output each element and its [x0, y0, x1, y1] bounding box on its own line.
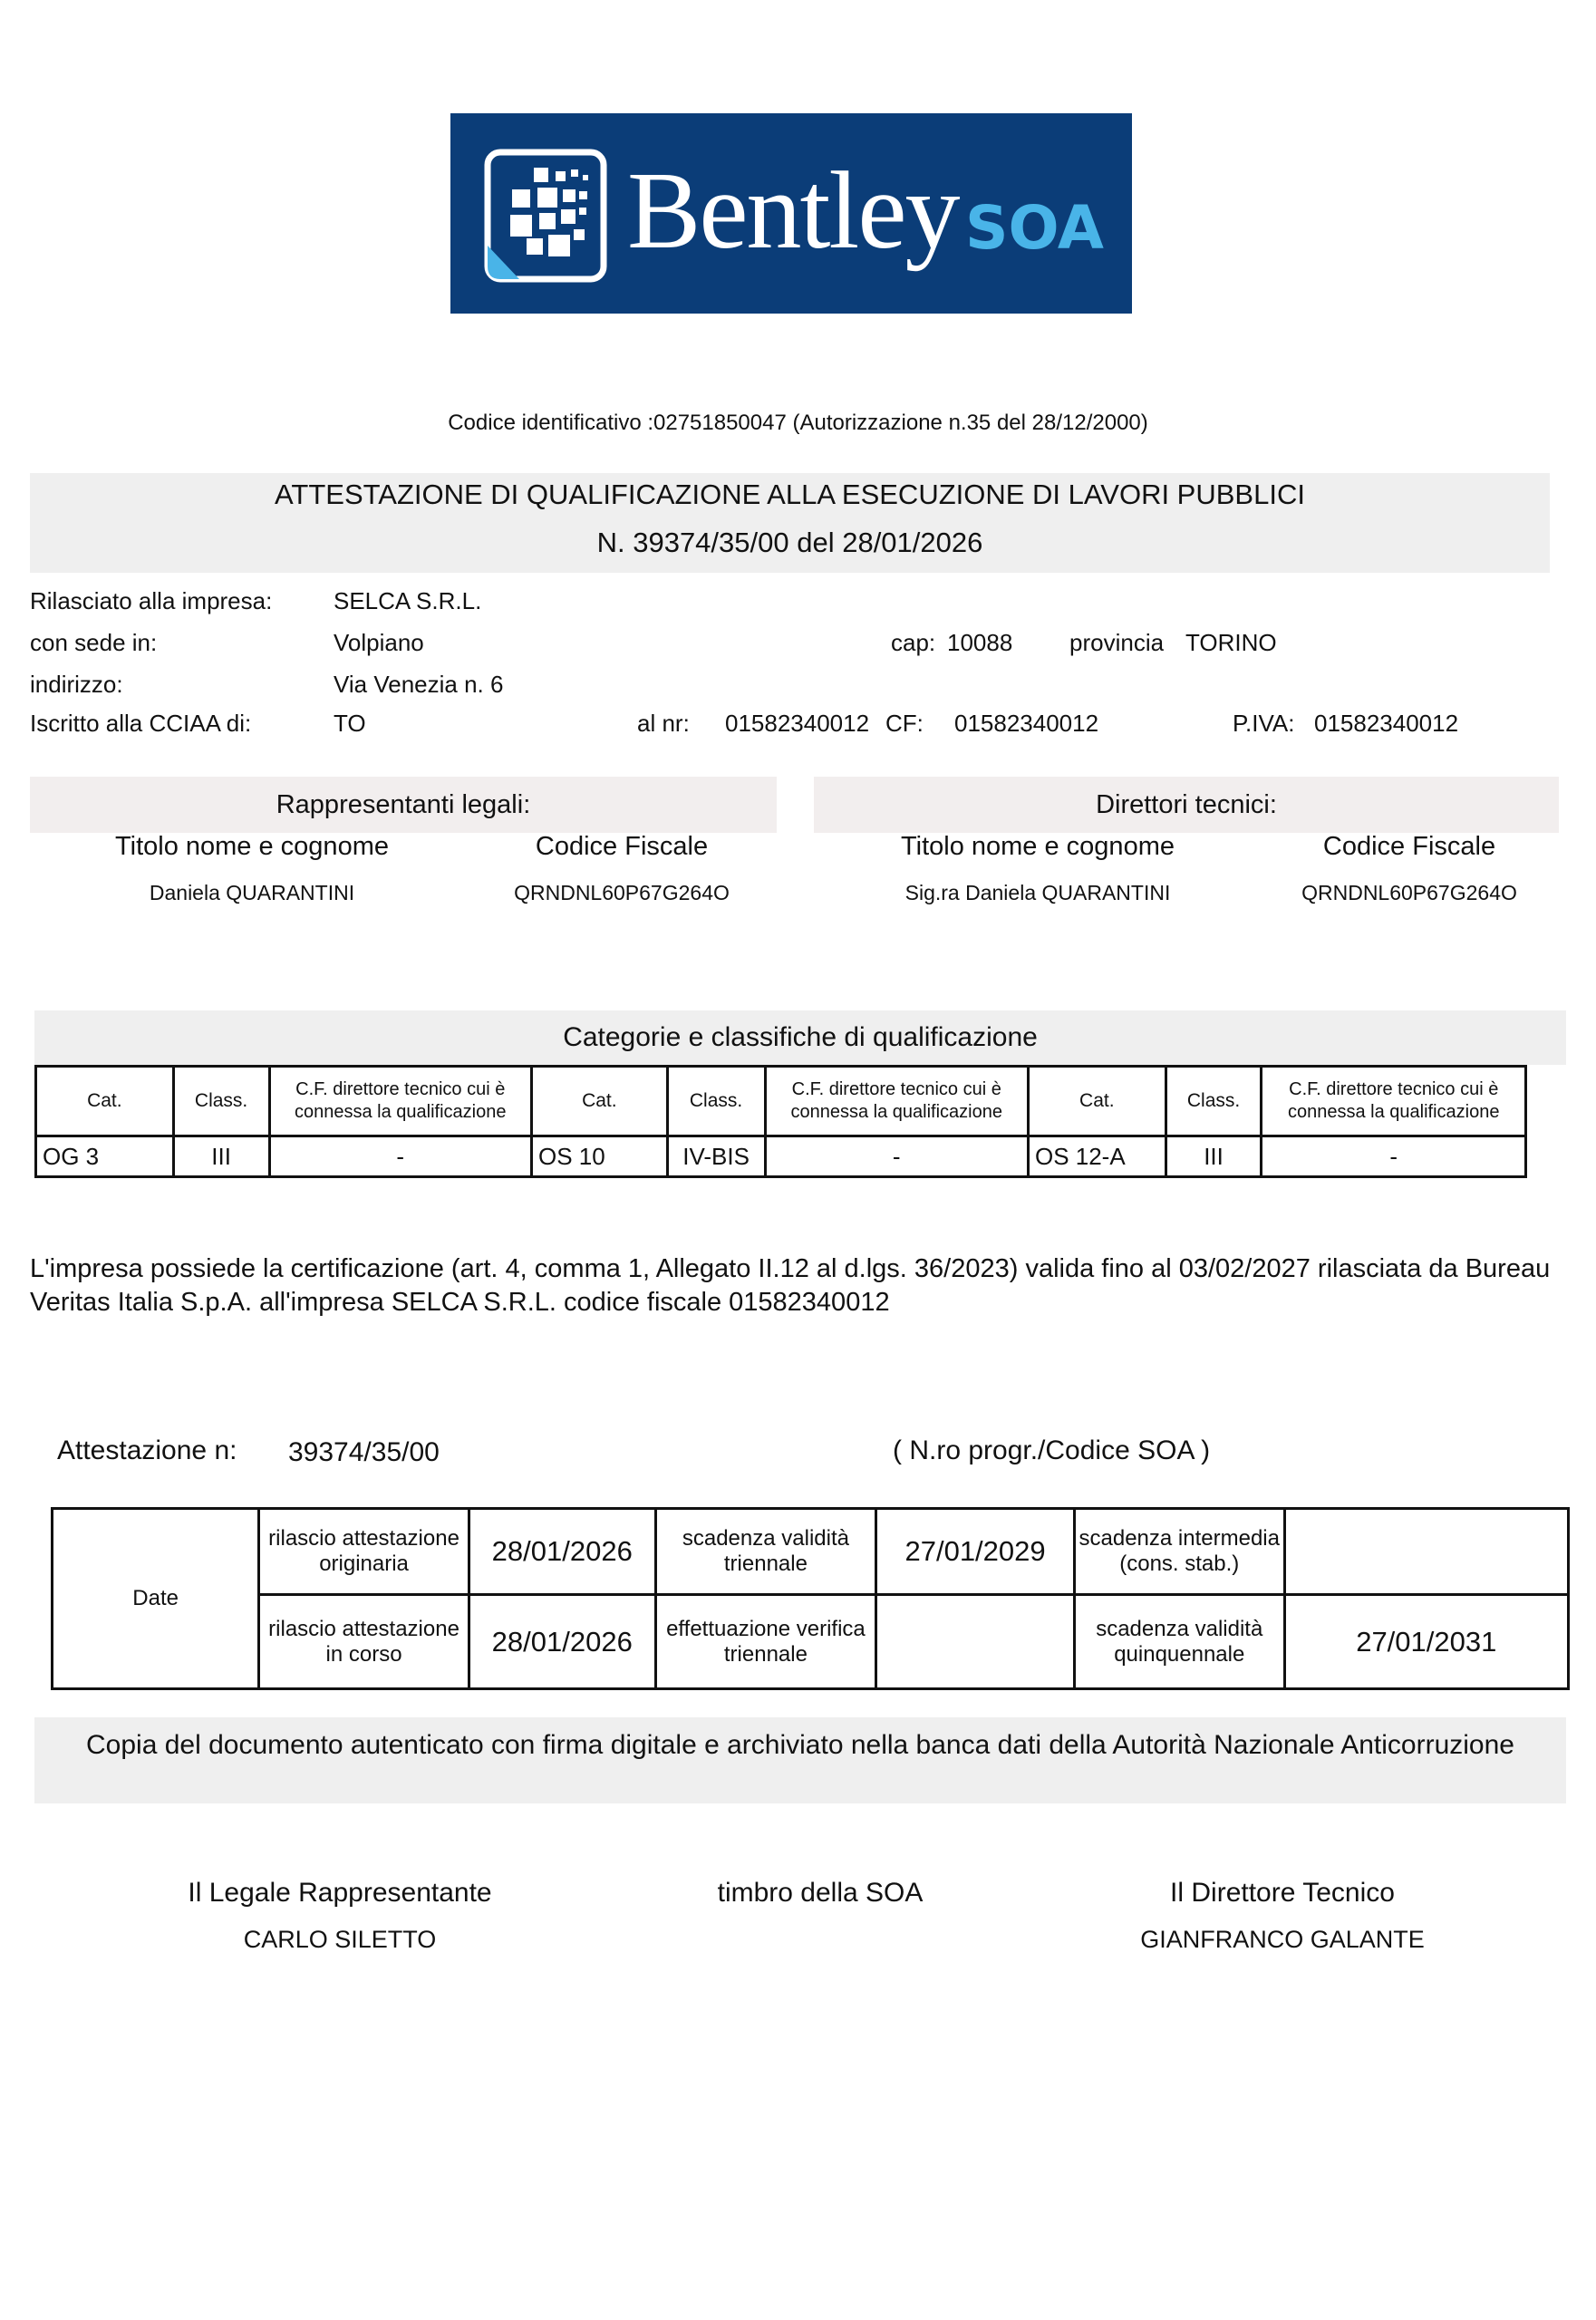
page-title: ATTESTAZIONE DI QUALIFICAZIONE ALLA ESECUZIONE DI LAVORI PUBBLICI [275, 478, 1305, 510]
triennial-check-date [876, 1595, 1075, 1689]
issue-original-date: 28/01/2026 [469, 1509, 655, 1595]
company-name: SELCA S.R.L. [334, 587, 482, 614]
sede-value: Volpiano [334, 629, 424, 656]
legal-rep-cf: QRNDNL60P67G264O [514, 881, 730, 904]
header-cf-director: C.F. direttore tecnico cui è connessa la qualificazione [765, 1067, 1028, 1136]
logo-mosaic-icon [483, 148, 608, 284]
soa-stamp-label: timbro della SOA [717, 1878, 924, 1908]
legal-reps-heading: Rappresentanti legali: [30, 777, 777, 833]
issue-original-label: rilascio attestazione originaria [259, 1509, 469, 1595]
triennial-expiry-label: scadenza validità triennale [655, 1509, 876, 1595]
tech-directors-heading: Direttori tecnici: [814, 777, 1559, 833]
indirizzo-label: indirizzo: [30, 671, 123, 698]
categories-heading: Categorie e classifiche di qualificazione [34, 1010, 1566, 1065]
indirizzo-value: Via Venezia n. 6 [334, 671, 504, 698]
header-cf-director: C.F. direttore tecnico cui è connessa la qualificazione [1262, 1067, 1526, 1136]
intermediate-expiry-date [1284, 1509, 1568, 1595]
class-cell: III [1166, 1136, 1262, 1177]
category-cell: OG 3 [36, 1136, 174, 1177]
attestation-number-title: N. 39374/35/00 del 28/01/2026 [596, 527, 983, 558]
nr-label: al nr: [637, 710, 690, 737]
legal-reps-col-name: Titolo nome e cognome [115, 832, 389, 861]
tech-director-cf: QRNDNL60P67G264O [1301, 881, 1517, 904]
sede-label: con sede in: [30, 629, 158, 656]
cf-director-cell: - [269, 1136, 531, 1177]
legal-rep-name: Daniela QUARANTINI [149, 881, 355, 904]
legal-rep-signature-title: Il Legale Rappresentante [188, 1878, 492, 1908]
header-class: Class. [667, 1067, 765, 1136]
logo-wordmark: Bentley [627, 150, 959, 272]
class-cell: IV-BIS [667, 1136, 765, 1177]
certification-text: L'impresa possiede la certificazione (art. 4, comma 1, Allegato II.12 al d.lgs. 36/2023) valida fino al 03/02/2027 rilasciata da Bureau Veritas Italia S.p.A. all'impresa SELCA S.R.L. codice fiscale 01582340012 [30, 1254, 1551, 1317]
cf-label: CF: [885, 710, 924, 737]
legal-reps-col-cf: Codice Fiscale [535, 832, 709, 861]
legal-rep-signature-name: CARLO SILETTO [243, 1926, 437, 1953]
attestation-value: 39374/35/00 [288, 1437, 440, 1467]
tech-directors-col-cf: Codice Fiscale [1322, 832, 1496, 861]
issue-current-date: 28/01/2026 [469, 1595, 655, 1689]
header-cat: Cat. [531, 1067, 667, 1136]
cciaa-label: Iscritto alla CCIAA di: [30, 710, 252, 737]
quinquennial-expiry-label: scadenza validità quinquennale [1074, 1595, 1284, 1689]
tech-directors-col-name: Titolo nome e cognome [901, 832, 1175, 861]
triennial-expiry-date: 27/01/2029 [876, 1509, 1075, 1595]
provincia-label: provincia [1069, 629, 1165, 656]
cap-value: 10088 [947, 629, 1013, 656]
director-signature-title: Il Direttore Tecnico [1170, 1878, 1395, 1908]
cciaa-value: TO [334, 710, 366, 737]
provincia-value: TORINO [1185, 629, 1277, 656]
piva-label: P.IVA: [1233, 710, 1295, 737]
copy-note: Copia del documento autenticato con firma digitale e archiviato nella banca dati della Autorità Nazionale Anticorruzione [34, 1717, 1566, 1803]
piva-value: 01582340012 [1314, 710, 1459, 737]
nr-value: 01582340012 [725, 710, 870, 737]
cf-director-cell: - [1262, 1136, 1526, 1177]
attestation-note: ( N.ro progr./Codice SOA ) [893, 1436, 1211, 1465]
class-cell: III [173, 1136, 269, 1177]
header-class: Class. [1166, 1067, 1262, 1136]
header-cf-director: C.F. direttore tecnico cui è connessa la qualificazione [269, 1067, 531, 1136]
tech-director-name: Sig.ra Daniela QUARANTINI [904, 881, 1171, 904]
category-cell: OS 10 [531, 1136, 667, 1177]
identification-code-line: Codice identificativo :02751850047 (Autorizzazione n.35 del 28/12/2000) [448, 411, 1148, 435]
categories-table [34, 1065, 1527, 1178]
cf-director-cell: - [765, 1136, 1028, 1177]
rilasciato-label: Rilasciato alla impresa: [30, 587, 273, 614]
issue-current-label: rilascio attestazione in corso [259, 1595, 469, 1689]
dates-label: Date [53, 1509, 259, 1689]
bentley-soa-logo [450, 113, 1132, 314]
header-class: Class. [173, 1067, 269, 1136]
triennial-check-label: effettuazione verifica triennale [655, 1595, 876, 1689]
dates-table [51, 1507, 1570, 1690]
attestation-label: Attestazione n: [57, 1436, 237, 1465]
title-band [30, 473, 1550, 573]
logo-suffix: SOA [965, 193, 1104, 263]
cf-value: 01582340012 [954, 710, 1099, 737]
intermediate-expiry-label: scadenza intermedia (cons. stab.) [1074, 1509, 1284, 1595]
cap-label: cap: [891, 629, 936, 656]
quinquennial-expiry-date: 27/01/2031 [1284, 1595, 1568, 1689]
category-cell: OS 12-A [1028, 1136, 1166, 1177]
header-cat: Cat. [36, 1067, 174, 1136]
director-signature-name: GIANFRANCO GALANTE [1140, 1926, 1425, 1953]
header-cat: Cat. [1028, 1067, 1166, 1136]
